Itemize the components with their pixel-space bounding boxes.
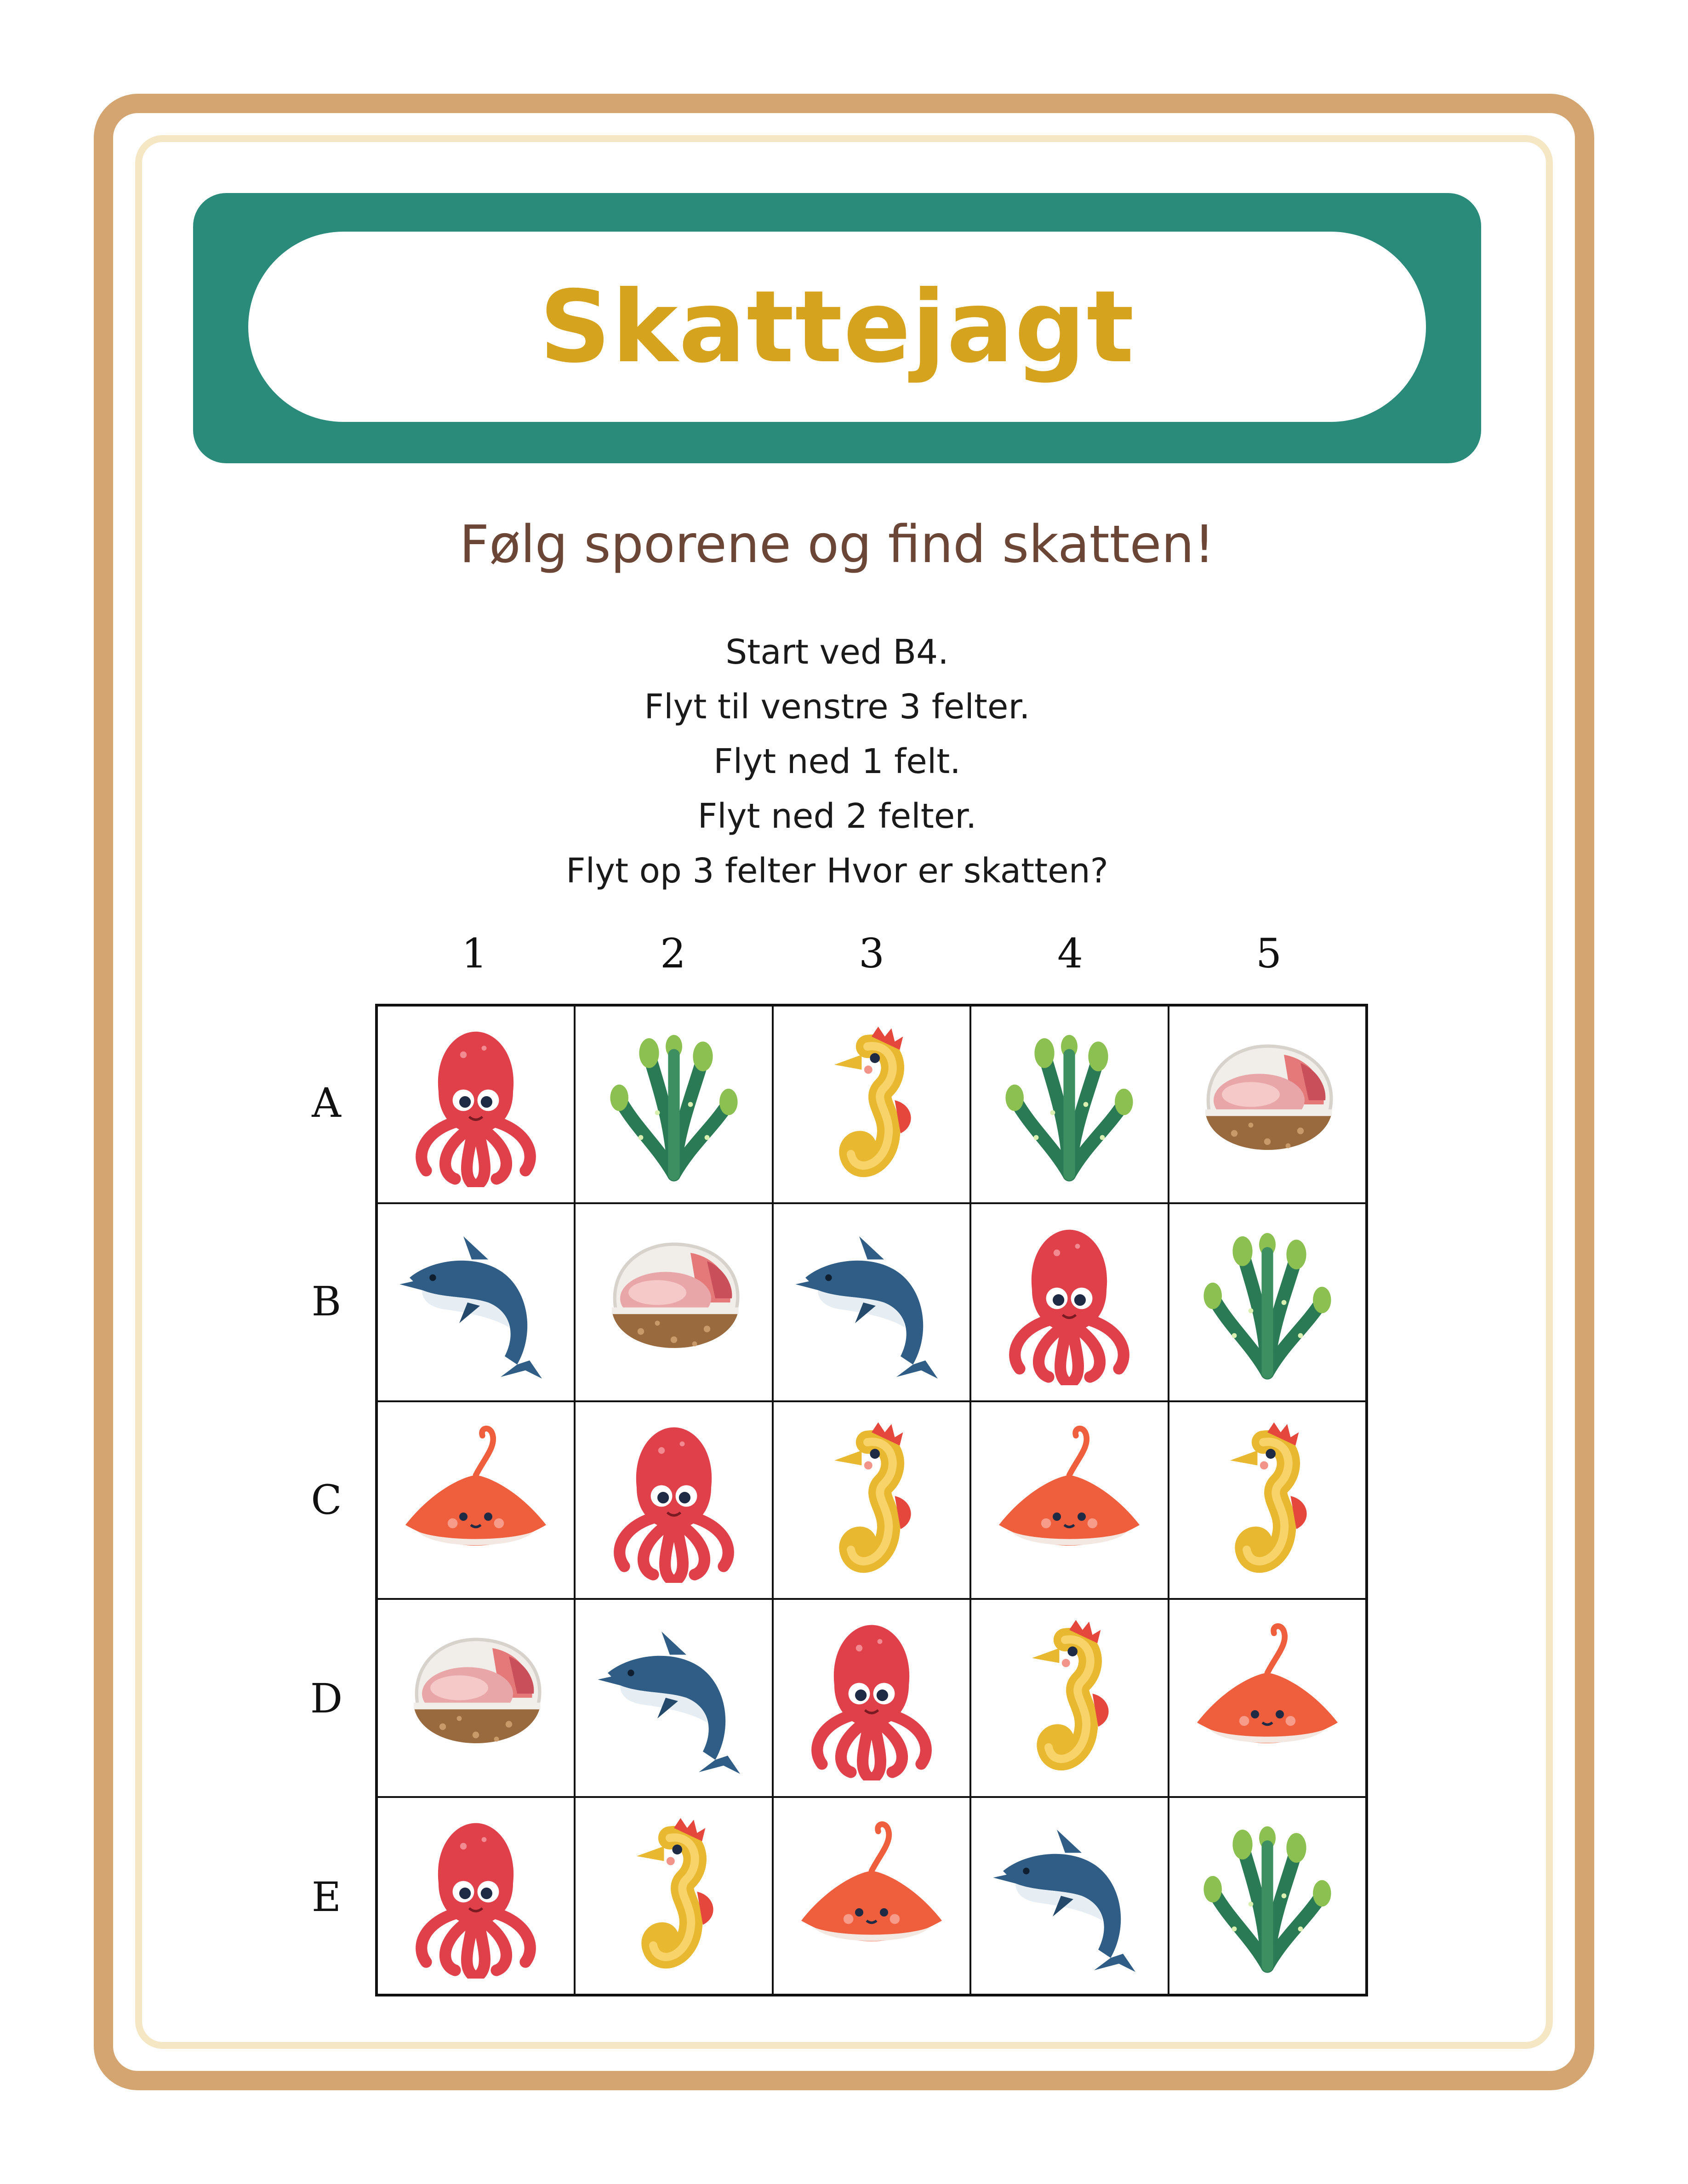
grid-cell-d2[interactable] — [575, 1599, 772, 1797]
dolphin-icon — [393, 1220, 559, 1385]
stingray-icon — [393, 1417, 559, 1583]
instruction-line: Start ved B4. — [725, 632, 949, 672]
column-label-1: 1 — [462, 930, 487, 977]
seaweed-icon — [987, 1022, 1152, 1187]
seahorse-icon — [987, 1615, 1152, 1780]
grid-cell-b4[interactable] — [970, 1203, 1168, 1401]
title-pill — [248, 232, 1426, 422]
page-subtitle: Følg sporene og find skatten! — [459, 515, 1215, 574]
grid-cell-b2[interactable] — [575, 1203, 772, 1401]
clam-icon — [591, 1220, 757, 1385]
grid-cell-e2[interactable] — [575, 1797, 772, 1995]
seaweed-icon — [1185, 1813, 1350, 1979]
stingray-icon — [1185, 1615, 1350, 1780]
instruction-line: Flyt ned 1 felt. — [713, 742, 961, 781]
column-label-4: 4 — [1057, 930, 1083, 977]
grid-cell-d4[interactable] — [970, 1599, 1168, 1797]
grid-cell-a2[interactable] — [575, 1006, 772, 1203]
seaweed-icon — [591, 1022, 757, 1187]
row-label-e: E — [311, 1873, 342, 1921]
grid-cell-d5[interactable] — [1169, 1599, 1366, 1797]
octopus-icon — [789, 1615, 954, 1780]
grid-cell-a3[interactable] — [773, 1006, 970, 1203]
grid-cell-b1[interactable] — [377, 1203, 575, 1401]
seahorse-icon — [1185, 1417, 1350, 1583]
grid-cell-a5[interactable] — [1169, 1006, 1366, 1203]
grid-cell-e3[interactable] — [773, 1797, 970, 1995]
grid-cell-c5[interactable] — [1169, 1401, 1366, 1599]
grid-cell-c2[interactable] — [575, 1401, 772, 1599]
grid-cell-e1[interactable] — [377, 1797, 575, 1995]
grid-cell-a4[interactable] — [970, 1006, 1168, 1203]
page-title: Skattejagt — [539, 269, 1135, 385]
grid-cell-c4[interactable] — [970, 1401, 1168, 1599]
treasure-grid — [375, 1004, 1368, 1996]
grid-cell-d1[interactable] — [377, 1599, 575, 1797]
octopus-icon — [987, 1220, 1152, 1385]
grid-cell-b5[interactable] — [1169, 1203, 1366, 1401]
stingray-icon — [789, 1813, 954, 1979]
dolphin-icon — [789, 1220, 954, 1385]
octopus-icon — [393, 1813, 559, 1979]
grid-cell-c3[interactable] — [773, 1401, 970, 1599]
clam-icon — [1185, 1022, 1350, 1187]
octopus-icon — [591, 1417, 757, 1583]
dolphin-icon — [591, 1615, 757, 1780]
instruction-line: Flyt ned 2 felter. — [697, 796, 977, 836]
stingray-icon — [987, 1417, 1152, 1583]
seaweed-icon — [1185, 1220, 1350, 1385]
grid-cell-e4[interactable] — [970, 1797, 1168, 1995]
seahorse-icon — [591, 1813, 757, 1979]
instruction-line: Flyt op 3 felter Hvor er skatten? — [566, 851, 1108, 891]
grid-cell-b3[interactable] — [773, 1203, 970, 1401]
column-label-2: 2 — [660, 930, 686, 977]
column-label-5: 5 — [1256, 930, 1282, 977]
octopus-icon — [393, 1022, 559, 1187]
grid-cell-e5[interactable] — [1169, 1797, 1366, 1995]
grid-cell-c1[interactable] — [377, 1401, 575, 1599]
instructions — [193, 625, 1481, 899]
dolphin-icon — [987, 1813, 1152, 1979]
grid-cell-a1[interactable] — [377, 1006, 575, 1203]
column-label-3: 3 — [859, 930, 884, 977]
seahorse-icon — [789, 1417, 954, 1583]
instruction-line: Flyt til venstre 3 felter. — [644, 687, 1030, 727]
grid-cell-d3[interactable] — [773, 1599, 970, 1797]
row-label-c: C — [311, 1476, 342, 1524]
seahorse-icon — [789, 1022, 954, 1187]
row-label-a: A — [312, 1079, 341, 1126]
row-label-b: B — [311, 1278, 342, 1325]
clam-icon — [393, 1615, 559, 1780]
row-label-d: D — [310, 1675, 343, 1722]
